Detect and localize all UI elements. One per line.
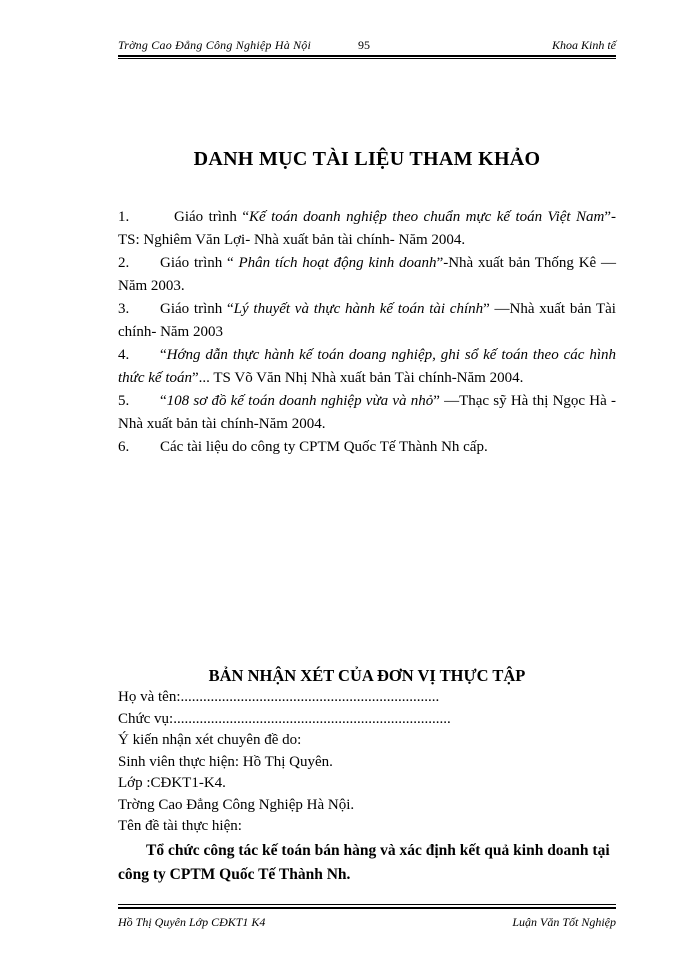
reference-item: 4. “Hớng dẫn thực hành kế toán doang nghiệp, ghi sổ kế toán theo các hình thức kế toán”... TS Võ Văn Nhị Nhà xuất bản Tài chính-Năm 2004. xyxy=(118,347,616,386)
footer-rule-thick xyxy=(118,907,616,909)
reference-item: 6. Các tài liệu do công ty CPTM Quốc Tế Thành Nh cấp. xyxy=(118,439,488,455)
opinion-label: Ý kiến nhận xét chuyên đề do: xyxy=(118,732,302,748)
class-line: Lớp :CĐKT1-K4. xyxy=(118,775,226,791)
reference-item: 2. Giáo trình “ Phân tích hoạt động kinh doanh”-Nhà xuất bản Thống Kê —Năm 2003. xyxy=(118,255,616,294)
header-rule-thick xyxy=(118,55,616,57)
header-faculty: Khoa Kinh tế xyxy=(551,38,616,52)
topic-label: Tên đề tài thực hiện: xyxy=(118,818,242,834)
evaluation-form xyxy=(118,687,616,887)
reference-item: 5. “108 sơ đồ kế toán doanh nghiệp vừa và nhỏ” —Thạc sỹ Hà thị Ngọc Hà -Nhà xuất bản tài chính-Năm 2004. xyxy=(118,393,616,432)
page-header xyxy=(118,38,616,56)
student-line: Sinh viên thực hiện: Hồ Thị Quyên. xyxy=(118,753,333,770)
position-line: Chức vụ:.......................................................................... xyxy=(118,710,451,727)
footer-author: Hồ Thị Quyên Lớp CĐKT1 K4 xyxy=(118,915,266,929)
topic-text: Tổ chức công tác kế toán bán hàng và xác định kết quả kinh doanh tại công ty CPTM Quốc Tế Thành Nh. xyxy=(118,841,610,883)
header-school: Trờng Cao Đẳng Công Nghiệp Hà Nội xyxy=(118,38,312,52)
page-number: 95 xyxy=(358,38,370,52)
reference-list xyxy=(118,206,616,459)
reference-item: 1. Giáo trình “Kế toán doanh nghiệp theo chuẩn mực kế toán Việt Nam”-TS: Nghiêm Văn Lợi- Nhà xuất bản tài chính- Năm 2004. xyxy=(118,209,616,248)
school-line: Trờng Cao Đẳng Công Nghiệp Hà Nội. xyxy=(118,796,355,813)
header-rule-thin xyxy=(118,58,616,59)
reference-item: 3. Giáo trình “Lý thuyết và thực hành kế toán tài chính” —Nhà xuất bản Tài chính- Năm 2003 xyxy=(118,301,616,340)
name-line: Họ và tên:..................................................................... xyxy=(118,689,440,705)
page-title: DANH MỤC TÀI LIỆU THAM KHẢO xyxy=(193,148,541,170)
footer-rule-thin xyxy=(118,904,616,905)
evaluation-title: BẢN NHẬN XÉT CỦA ĐƠN VỊ THỰC TẬP xyxy=(208,666,526,685)
footer-doc-type: Luận Văn Tốt Nghiệp xyxy=(512,915,616,929)
page-footer xyxy=(118,915,616,931)
